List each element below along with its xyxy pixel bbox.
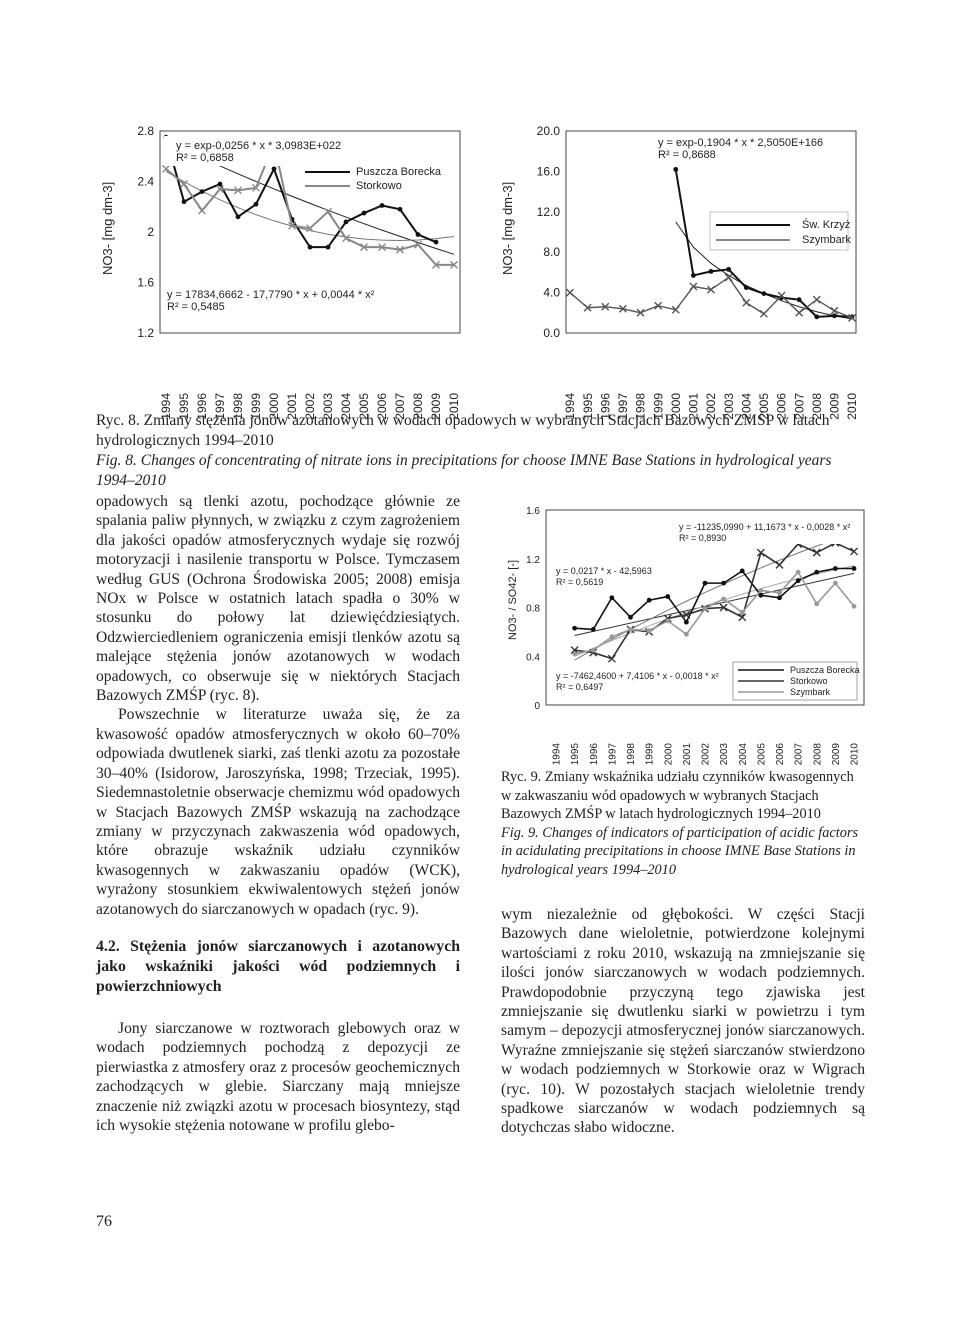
x-tick-label: 2001	[681, 743, 693, 766]
data-point	[647, 598, 652, 603]
left-r1: R² = 0,6858	[176, 152, 234, 164]
x-tick-label: 2001	[285, 393, 300, 420]
x-tick-label: 1999	[651, 393, 666, 420]
caption-ryc8	[96, 411, 866, 491]
x-tick-label: 2007	[792, 393, 807, 420]
x-tick-label: 1997	[616, 393, 631, 420]
data-point	[777, 595, 782, 600]
fig9-legend-2: Storkowo	[790, 676, 828, 686]
x-tick-label: 2005	[757, 393, 772, 420]
fig9-eq-mid: y = 0,0217 * x - 42,5963	[556, 566, 652, 576]
x-tick-label: 1996	[598, 393, 613, 420]
x-tick-label: 2003	[321, 393, 336, 420]
x-tick-label: 1994	[159, 393, 174, 420]
data-point	[665, 594, 670, 599]
x-tick-label: 2004	[339, 393, 354, 420]
data-point	[572, 626, 577, 631]
left-column	[96, 492, 460, 1135]
data-point	[852, 566, 857, 571]
x-tick-label: 2006	[774, 393, 789, 420]
left-ylabel: NO3- [mg dm-3]	[100, 181, 115, 275]
x-tick-label: 1998	[231, 393, 246, 420]
x-tick-label: 1994	[551, 743, 563, 766]
section-heading: 4.2. Stężenia jonów siarczanowych i azotanowych jako wskaźniki jakości wód podziemnych i powierzchniowych	[96, 937, 460, 995]
data-point	[814, 601, 819, 606]
x-tick-label: 2010	[849, 743, 861, 766]
fig9-ylabel: NO3- / SO42- [-]	[507, 559, 519, 640]
x-tick-label: 2006	[375, 393, 390, 420]
x-tick-label: 2007	[393, 393, 408, 420]
data-point	[628, 615, 633, 620]
y-tick-label: 1.6	[137, 275, 154, 290]
x-tick-label: 2002	[303, 393, 318, 420]
x-tick-label: 2010	[447, 393, 462, 420]
x-tick-label: 1995	[177, 393, 192, 420]
fig9-legend-1: Puszcza Borecka	[790, 665, 860, 675]
x-tick-label: 2004	[737, 743, 749, 766]
data-point	[833, 566, 838, 571]
x-tick-label: 1997	[607, 743, 619, 766]
x-tick-label: 2003	[719, 743, 731, 766]
data-point	[833, 581, 838, 586]
x-tick-label: 2005	[756, 743, 768, 766]
data-point	[721, 597, 726, 602]
left-eq2: y = 17834,6662 - 17,7790 * x + 0,0044 * x²	[167, 289, 375, 301]
left-eq1: y = exp-0,0256 * x * 3,0983E+022	[176, 140, 342, 152]
x-tick-label: 2000	[267, 393, 282, 420]
data-point	[813, 549, 820, 556]
chart-ratio	[526, 506, 864, 765]
right-ylabel: NO3- [mg dm-3]	[500, 181, 515, 275]
caption-ryc9-pl: Ryc. 9. Zmiany wskaźnika udziału czynników kwasogennych w zakwaszaniu wód opadowych w wybranych Stacjach Bazowych ZMŚP w latach hydrologicznych 1994–2010	[501, 769, 854, 823]
fig9-r-top: R² = 0,8930	[679, 533, 727, 543]
fig9-eq-bot: y = -7462,4600 + 7,4106 * x - 0,0018 * x²	[556, 671, 719, 681]
data-point	[776, 561, 783, 568]
x-tick-label: 2007	[793, 743, 805, 766]
y-tick-label: 0.8	[526, 603, 540, 615]
data-point	[609, 595, 614, 600]
x-tick-label: 1995	[570, 743, 582, 766]
data-point	[740, 610, 745, 615]
x-tick-label: 1994	[563, 393, 578, 420]
y-tick-label: 1.2	[137, 326, 154, 340]
data-point	[851, 548, 858, 555]
data-point	[572, 651, 577, 656]
left-p2: Powszechnie w literaturze uważa się, że za kwasowość opadów atmosferycznych w około 60–70% odpowiada dwutlenek siarki, zaś tlenki azotu za pozostałe 30–40% (Isidorow, Jaroszyńska, 1998; Trzeciak, 1995). Siedemnastoletnie obserwacje chemizmu wód opadowych w Stacjach Bazowych ZMŚP wskazują na zachodzące zmiany w przyczynach zakwaszenia wód opadowych, które obrazuje wskaźnik udziału czynników kwasogennych w zakwaszaniu opadów (WCK), wyrażony stosunkiem ekwiwalentowych stężeń jonów azotanowych do siarczanowych w opadach (ryc. 9).	[96, 706, 460, 918]
x-tick-label: 1997	[213, 393, 228, 420]
y-tick-label: 8.0	[543, 245, 560, 260]
data-point	[628, 627, 633, 632]
x-tick-label: 2008	[812, 743, 824, 766]
y-tick-label: 12.0	[536, 204, 560, 219]
x-tick-label: 2001	[686, 393, 701, 420]
caption-ryc9	[501, 768, 865, 880]
fig9-legend-3: Szymbark	[790, 687, 831, 697]
data-point	[796, 578, 801, 583]
y-tick-label: 0.0	[543, 326, 560, 340]
fig9-r-bot: R² = 0,6497	[556, 682, 604, 692]
x-tick-label: 2000	[663, 743, 675, 766]
data-point	[591, 627, 596, 632]
x-tick-label: 1995	[580, 393, 595, 420]
data-point	[591, 648, 596, 653]
data-point	[703, 581, 708, 586]
data-point	[814, 570, 819, 575]
y-tick-label: 2.8	[137, 124, 154, 138]
data-point	[684, 632, 689, 637]
data-point	[609, 634, 614, 639]
x-tick-label: 1998	[626, 743, 637, 766]
y-tick-label: 4.0	[543, 285, 560, 300]
x-tick-label: 2008	[809, 393, 824, 420]
x-tick-label: 2009	[429, 393, 444, 420]
x-tick-label: 1999	[644, 743, 656, 766]
right-eq1: y = exp-0,1904 * x * 2,5050E+166	[658, 137, 824, 149]
x-tick-label: 2006	[775, 743, 786, 766]
x-tick-label: 2003	[721, 393, 736, 420]
data-point	[665, 619, 670, 624]
x-tick-label: 1996	[588, 743, 600, 766]
y-tick-label: 16.0	[536, 164, 560, 179]
data-point	[721, 581, 726, 586]
data-point	[684, 620, 689, 625]
x-tick-label: 2002	[700, 743, 712, 766]
x-tick-label: 2008	[411, 393, 426, 420]
right-column	[501, 905, 865, 1138]
data-point	[703, 606, 708, 611]
y-tick-label: 2	[147, 225, 154, 239]
series-line	[575, 543, 854, 659]
fig9-r-mid: R² = 0,5619	[556, 577, 604, 587]
x-tick-label: 2010	[845, 393, 860, 420]
left-p1: opadowych są tlenki azotu, pochodzące głównie ze spalania paliw płynnych, w związku z czym zagrożeniem dla jakości opadów atmosferycznych wydaje się rozwój motoryzacji i nasilenie transportu w Polsce. Tymczasem według GUS (Ochrona Środowiska 2005; 2008) emisja NOx w Polsce w ostatnich latach spadła o 30% w stosunku do połowy lat dziewięćdziesiątych. Odzwierciedleniem ograniczenia emisji tlenków azotu są malejące stężenia jonów azotanowych w wodach opadowych, co obserwuje się w niektórych Stacjach Bazowych ZMŚP (ryc. 8).	[96, 493, 460, 705]
x-tick-label: 1996	[195, 393, 210, 420]
x-tick-label: 2009	[830, 743, 842, 766]
x-tick-label: 1999	[249, 393, 264, 420]
y-tick-label: 1.2	[526, 554, 540, 566]
data-point	[796, 570, 801, 575]
right-p1: wym niezależnie od głębokości. W części Stacji Bazowych dane wieloletnie, potwierdzone kolejnymi wartościami z roku 2010, wskazują na zmniejszanie się ilości jonów siarczanowych w wodach podziemnych. Prawdopodobnie przyczyną tego zjawiska jest zmniejszanie się dwutlenku siarki w powietrzu i tym samym – depozycji atmosferycznej jonów siarczanowych. Wyraźne zmniejszanie się stężeń siarczanów stwierdzono w wodach podziemnych w Storkowie oraz w Wigrach (ryc. 10). W pozostałych stacjach wieloletnie trendy spadkowe siarczanów w wodach podziemnych są dotychczas słabo widoczne.	[501, 906, 865, 1137]
y-tick-label: 0	[534, 701, 540, 712]
fig9-eq-top: y = -11235,0990 + 11,1673 * x - 0,0028 * x²	[679, 522, 851, 532]
caption-ryc8-pl: Ryc. 8. Zmiany stężenia jonów azotanowych w wodach opadowych w wybranych Stacjach Bazowych ZMŚP w latach hydrologicznych 1994–2010	[96, 412, 830, 449]
caption-fig8-en: Fig. 8. Changes of concentrating of nitrate ions in precipitations for choose IMNE Base Stations in hydrological years 1994–2010	[96, 452, 832, 489]
x-tick-label: 2000	[668, 393, 683, 420]
y-tick-label: 2.4	[137, 174, 154, 189]
data-point	[758, 588, 763, 593]
data-point	[852, 604, 857, 609]
x-tick-label: 2002	[704, 393, 719, 420]
page-number: 76	[96, 1213, 112, 1230]
caption-fig9-en: Fig. 9. Changes of indicators of participation of acidic factors in acidulating precipitations in choose IMNE Base Stations in hydrological years 1994–2010	[501, 824, 859, 878]
left-p3: Jony siarczanowe w roztworach glebowych oraz w wodach podziemnych pochodzą z depozycji ze pierwiastka z atmosfery oraz z procesów geochemicznych zachodzących w glebie. Siarczany mają mniejsze znaczenie niż związki azotu w procesach biosyntezy, stąd ich wysokie stężenia notowane w profilu glebo-	[96, 1019, 460, 1134]
left-legend-2: Storkowo	[356, 180, 402, 192]
data-point	[647, 628, 652, 633]
x-tick-label: 2004	[739, 393, 754, 420]
y-tick-label: 1.6	[526, 506, 540, 517]
data-point	[777, 590, 782, 595]
y-tick-label: 0.4	[526, 652, 540, 664]
right-r1: R² = 0,8688	[658, 149, 716, 161]
right-legend-1: Św. Krzyż	[802, 219, 851, 231]
data-point	[740, 569, 745, 574]
x-tick-label: 1998	[633, 393, 648, 420]
x-tick-label: 2009	[827, 393, 842, 420]
left-legend-1: Puszcza Borecka	[356, 166, 441, 178]
left-r2: R² = 0,5485	[167, 301, 225, 313]
y-tick-label: 20.0	[536, 124, 560, 138]
x-tick-label: 2005	[357, 393, 372, 420]
right-legend-2: Szymbark	[802, 234, 851, 246]
